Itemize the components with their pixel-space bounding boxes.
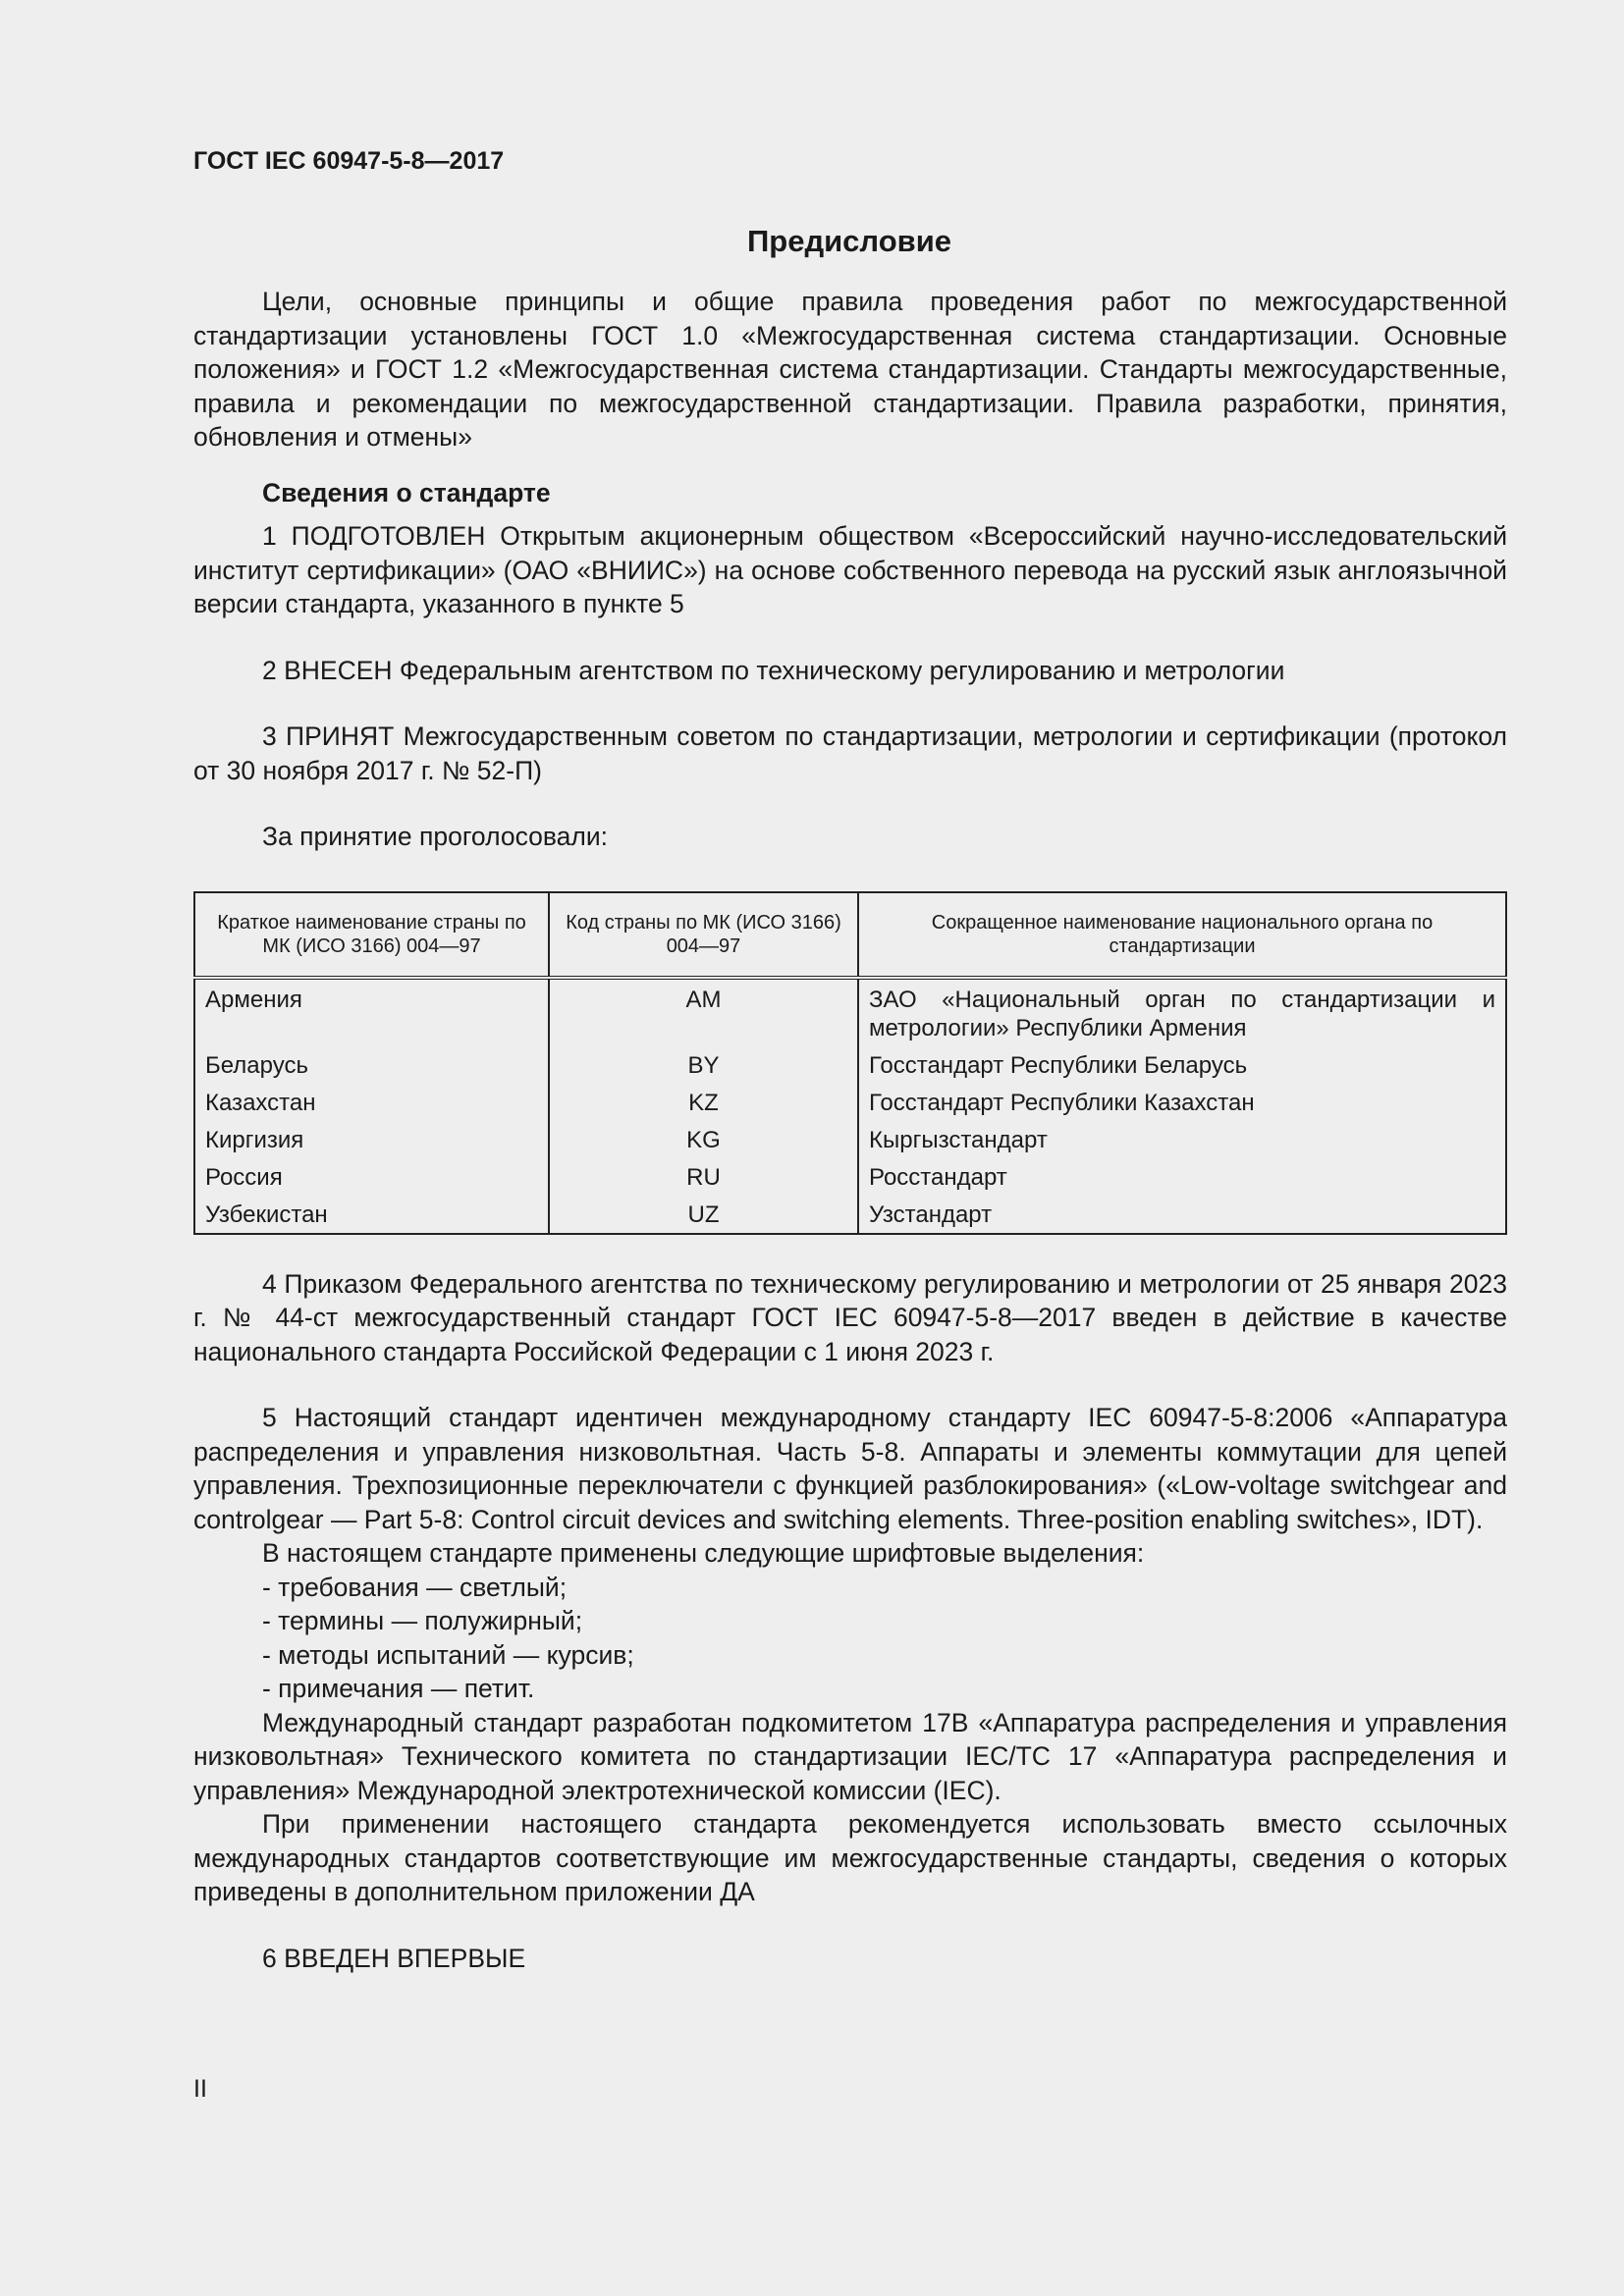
column-header-country: Краткое наименование страны по МК (ИСО 3166) 004—97: [194, 892, 549, 978]
section-heading: Сведения о стандарте: [262, 477, 551, 507]
organization-cell: Росстандарт: [858, 1157, 1506, 1195]
item-1-paragraph: 1 ПОДГОТОВЛЕН Открытым акционерным обществом «Всероссийский научно-исследовательский институт сертификации» (ОАО «ВНИИС») на основе собственного перевода на русский язык англоязычной версии стандарта, указанного в пункте 5: [193, 521, 1507, 618]
item-5-paragraph: 5 Настоящий стандарт идентичен международному стандарту IEC 60947-5-8:2006 «Аппаратура распределения и управления низковольтная. Часть 5-8. Аппараты и элементы коммутации для цепей управления. Трехпозиционные переключатели с функцией разблокирования» («Low-voltage switchgear and controlgear — Part 5-8: Control circuit devices and switching elements. Three-position enabling switches», IDT).: [193, 1403, 1507, 1534]
code-cell: AM: [549, 978, 858, 1045]
code-cell: KG: [549, 1120, 858, 1157]
table-row: [194, 1195, 1506, 1234]
font-conventions-paragraph: В настоящем стандарте применены следующие шрифтовые выделения:: [262, 1538, 1145, 1568]
item-6-paragraph: 6 ВВЕДЕН ВПЕРВЫЕ: [262, 1943, 526, 1973]
country-cell: Киргизия: [194, 1120, 549, 1157]
table-header-row: [194, 892, 1506, 978]
organization-cell: Госстандарт Республики Казахстан: [858, 1083, 1506, 1120]
code-cell: KZ: [549, 1083, 858, 1120]
country-cell: Казахстан: [194, 1083, 549, 1120]
vote-intro: За принятие проголосовали:: [262, 822, 609, 851]
code-cell: BY: [549, 1045, 858, 1083]
voting-table: [193, 891, 1507, 1235]
table-row: [194, 1120, 1506, 1157]
item-4-paragraph: 4 Приказом Федерального агентства по техническому регулированию и метрологии от 25 января 2023 г. № 44-ст межгосударственный стандарт ГОСТ IEC 60947-5-8—2017 введен в действие в качестве национального стандарта Российской Федерации с 1 июня 2023 г.: [193, 1268, 1507, 1366]
item-3-paragraph: 3 ПРИНЯТ Межгосударственным советом по стандартизации, метрологии и сертификации (протокол от 30 ноября 2017 г. № 52-П): [193, 721, 1507, 785]
table-row: [194, 1157, 1506, 1195]
organization-cell: Узстандарт: [858, 1195, 1506, 1234]
table-row: [194, 978, 1506, 1045]
list-item: - методы испытаний — курсив;: [262, 1639, 634, 1670]
code-cell: RU: [549, 1157, 858, 1195]
list-item: - примечания — петит.: [262, 1674, 535, 1703]
code-cell: UZ: [549, 1195, 858, 1234]
organization-cell: ЗАО «Национальный орган по стандартизации и метрологии» Республики Армения: [858, 978, 1506, 1045]
page-number: II: [193, 2075, 207, 2103]
table-row: [194, 1083, 1506, 1120]
application-paragraph: При применении настоящего стандарта рекомендуется использовать вместо ссылочных международных стандартов соответствующие им межгосударственные стандарты, сведения о которых приведены в дополнительном приложении ДА: [193, 1809, 1507, 1906]
standard-code-header: ГОСТ IEC 60947-5-8—2017: [193, 147, 505, 175]
item-2-paragraph: 2 ВНЕСЕН Федеральным агентством по техническому регулированию и метрологии: [262, 655, 1285, 685]
table-row: [194, 1045, 1506, 1083]
preface-body: [193, 285, 1507, 1975]
country-cell: Беларусь: [194, 1045, 549, 1083]
column-header-organization: Сокращенное наименование национального органа по стандартизации: [858, 892, 1506, 978]
organization-cell: Госстандарт Республики Беларусь: [858, 1045, 1506, 1083]
country-cell: Россия: [194, 1157, 549, 1195]
list-item: - требования — светлый;: [262, 1572, 568, 1602]
intro-paragraph: Цели, основные принципы и общие правила проведения работ по межгосударственной стандартизации установлены ГОСТ 1.0 «Межгосударственная система стандартизации. Основные положения» и ГОСТ 1.2 «Межгосударственная система стандартизации. Стандарты межгосударственные, правила и рекомендации по межгосударственной стандартизации. Правила разработки, принятия, обновления и отмены»: [193, 287, 1507, 452]
organization-cell: Кыргызстандарт: [858, 1120, 1506, 1157]
country-cell: Армения: [194, 978, 549, 1045]
country-cell: Узбекистан: [194, 1195, 549, 1234]
developer-paragraph: Международный стандарт разработан подкомитетом 17B «Аппаратура распределения и управления низковольтная» Технического комитета по стандартизации IEC/TC 17 «Аппаратура распределения и управления» Международной электротехнической комиссии (IEC).: [193, 1707, 1507, 1805]
list-item: - термины — полужирный;: [262, 1606, 583, 1635]
column-header-code: Код страны по МК (ИСО 3166) 004—97: [549, 892, 858, 978]
page-title: Предисловие: [746, 224, 951, 258]
